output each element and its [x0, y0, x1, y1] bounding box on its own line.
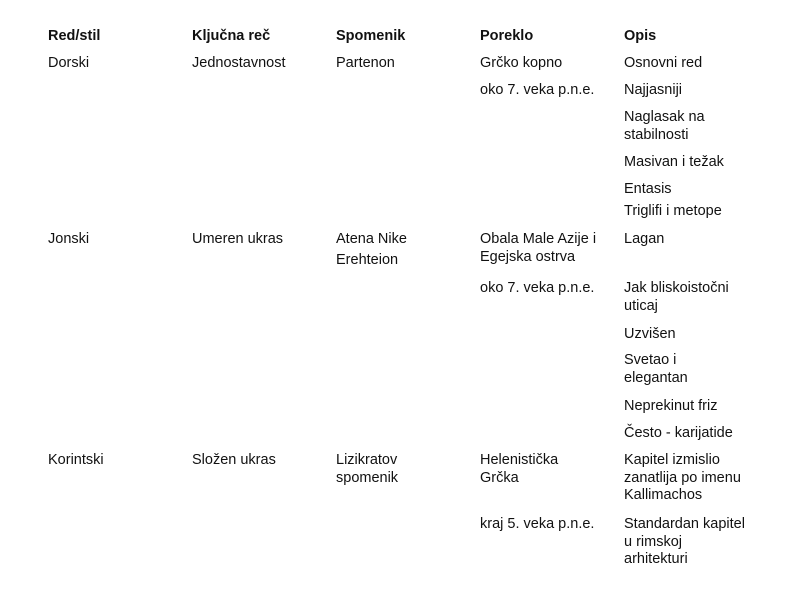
row-dorski-red: Dorski [48, 55, 90, 71]
row-jonski-spomenik-2: Erehteion [336, 252, 399, 268]
row-dorski-opis-1: Osnovni red [624, 55, 703, 71]
row-dorski-spomenik-1: Partenon [336, 55, 395, 71]
row-jonski-opis-2: Jak bliskoistočni uticaj [624, 280, 729, 314]
row-jonski-opis-5: Neprekinut friz [624, 398, 718, 414]
row-dorski-opis-3: Naglasak na stabilnosti [624, 109, 705, 143]
row-dorski-opis-4: Masivan i težak [624, 154, 724, 170]
row-jonski-kljucna: Umeren ukras [192, 231, 284, 247]
row-korintski-opis-1: Kapitel izmislio zanatlija po imenu Kallimachos [624, 452, 741, 503]
header-red-stil: Red/stil [48, 28, 101, 44]
row-korintski-poreklo-2: kraj 5. veka p.n.e. [480, 516, 595, 532]
header-poreklo: Poreklo [480, 28, 534, 44]
row-jonski-red: Jonski [48, 231, 90, 247]
header-kljucna-rec: Ključna reč [192, 28, 271, 44]
row-dorski-poreklo-1: Grčko kopno [480, 55, 563, 71]
row-jonski-opis-6: Često - karijatide [624, 425, 733, 441]
row-korintski-poreklo-1: Helenistička Grčka [480, 452, 559, 486]
row-jonski-opis-3: Uzvišen [624, 326, 676, 342]
row-jonski-poreklo-2: oko 7. veka p.n.e. [480, 280, 595, 296]
row-jonski-poreklo-1: Obala Male Azije i Egejska ostrva [480, 231, 597, 265]
row-korintski-opis-2: Standardan kapitel u rimskoj arhitekturi [624, 516, 745, 567]
row-dorski-opis-2: Najjasniji [624, 82, 683, 98]
row-dorski-poreklo-2: oko 7. veka p.n.e. [480, 82, 595, 98]
header-opis: Opis [624, 28, 657, 44]
row-korintski-kljucna: Složen ukras [192, 452, 276, 468]
row-korintski-spomenik-1: Lizikratov spomenik [336, 452, 399, 486]
row-korintski-red: Korintski [48, 452, 104, 468]
row-jonski-opis-4: Svetao i elegantan [624, 352, 688, 386]
row-dorski-opis-5: Entasis [624, 181, 672, 197]
header-spomenik: Spomenik [336, 28, 406, 44]
row-dorski-kljucna: Jednostavnost [192, 55, 286, 71]
row-jonski-opis-1: Lagan [624, 231, 665, 247]
row-dorski-opis-6: Triglifi i metope [624, 203, 722, 219]
row-jonski-spomenik-1: Atena Nike [336, 231, 407, 247]
